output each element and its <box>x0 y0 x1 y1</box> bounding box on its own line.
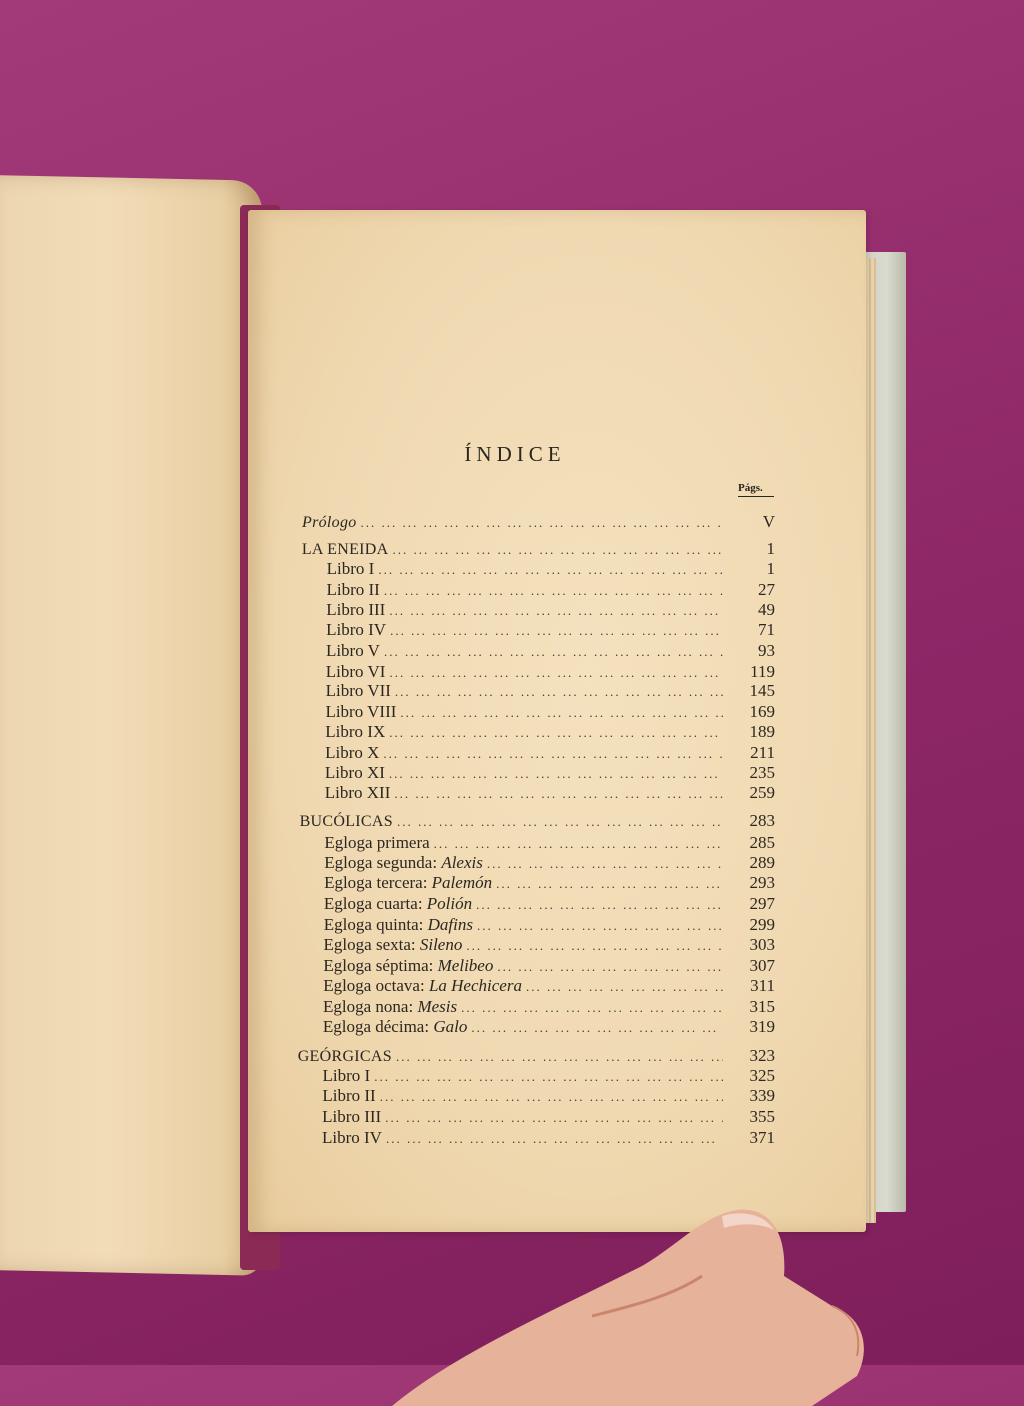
toc-entry-row <box>324 833 775 854</box>
entry-title: Libro V <box>325 641 380 660</box>
entry-subtitle: Melibeo <box>437 956 494 975</box>
toc-entry-row <box>322 1107 775 1128</box>
page-number: 297 <box>749 894 775 913</box>
page-number: 289 <box>749 853 775 872</box>
page-number: 303 <box>749 935 775 954</box>
page-number: 259 <box>749 783 775 802</box>
toc-entry-row <box>326 641 775 662</box>
toc-entry-label <box>326 641 384 661</box>
toc-entry-row <box>326 580 775 601</box>
entry-subtitle: Dafins <box>427 915 473 934</box>
toc-entry-row <box>323 997 775 1018</box>
dot-leader <box>471 1018 723 1038</box>
left-page <box>0 175 262 1275</box>
toc-entry-row <box>323 956 775 977</box>
page-number: 119 <box>750 662 775 681</box>
dot-leader <box>385 1108 723 1128</box>
entry-title: Egloga cuarta: <box>323 894 423 913</box>
entry-subtitle: Polión <box>426 894 473 913</box>
toc-entry-label <box>324 833 433 853</box>
toc-entry-label <box>325 702 400 722</box>
entry-subtitle: Alexis <box>441 853 483 872</box>
entry-title: GEÓRGICAS <box>297 1048 392 1065</box>
toc-entry-label <box>326 620 390 640</box>
toc-section-row <box>302 539 775 560</box>
page-number: 325 <box>749 1066 775 1085</box>
dot-leader <box>393 540 723 560</box>
entry-title: Libro IV <box>326 620 387 639</box>
toc-entry-row <box>323 976 775 997</box>
toc-entry-label <box>327 559 379 579</box>
page-number: 307 <box>749 956 775 975</box>
entry-title: Egloga octava: <box>323 976 425 995</box>
entry-title: Libro II <box>326 580 380 599</box>
dot-leader <box>434 834 723 854</box>
page-number: 319 <box>749 1017 775 1036</box>
page-number: 93 <box>757 641 775 660</box>
toc-entry-label <box>322 1086 379 1106</box>
toc-entry-label <box>323 1066 375 1086</box>
toc-entry-row <box>324 853 775 874</box>
entry-title: Libro I <box>326 559 375 578</box>
dot-leader <box>400 703 723 723</box>
entry-title: Libro III <box>326 600 386 619</box>
dot-leader <box>383 744 723 764</box>
page-number: 315 <box>749 997 775 1016</box>
dot-leader <box>378 560 723 580</box>
dot-leader <box>384 642 723 662</box>
dot-leader <box>476 895 723 915</box>
dot-leader <box>389 663 723 683</box>
entry-title: Egloga décima: <box>322 1017 430 1036</box>
dot-leader <box>384 581 723 601</box>
entry-title: Prólogo <box>302 514 357 531</box>
toc-entry-label <box>324 853 487 873</box>
entry-title: Libro XII <box>324 783 391 802</box>
entry-title: Egloga quinta: <box>323 915 424 934</box>
page-number: 27 <box>757 580 775 599</box>
toc-entry-label <box>302 513 361 533</box>
entry-subtitle: La Hechicera <box>428 976 522 995</box>
toc-entry-label <box>300 812 397 832</box>
entry-title: Egloga sexta: <box>323 935 416 954</box>
entry-subtitle: Sileno <box>419 935 463 954</box>
toc-entry-row <box>324 873 775 894</box>
page-number: 355 <box>749 1107 775 1126</box>
entry-title: Egloga nona: <box>323 997 414 1016</box>
entry-title: Libro VI <box>325 662 386 681</box>
toc-entry-row <box>322 1128 775 1149</box>
hand <box>392 1206 872 1406</box>
page-number: 299 <box>749 915 775 934</box>
toc-entry-row <box>322 1086 775 1107</box>
page-number: 311 <box>750 976 775 995</box>
dot-leader <box>487 854 723 874</box>
dot-leader <box>477 916 723 936</box>
page-number: V <box>762 512 775 531</box>
toc-entry-label <box>323 956 497 976</box>
entry-title: Libro I <box>322 1066 371 1085</box>
toc-entry-label <box>322 1128 386 1148</box>
entry-title: Libro VIII <box>325 702 397 721</box>
toc-entry-label <box>325 743 383 763</box>
toc-entry-label <box>323 1017 471 1037</box>
entry-title: LA ENEIDA <box>301 541 389 558</box>
toc-entry-row <box>326 662 775 683</box>
dot-leader <box>397 812 723 832</box>
entry-title: Libro IV <box>322 1128 382 1147</box>
dot-leader <box>466 936 723 956</box>
toc-section-row <box>300 811 775 832</box>
page-number: 211 <box>750 743 775 762</box>
toc-entry-label <box>302 540 393 560</box>
toc-entry-label <box>323 976 526 996</box>
toc-entry-row <box>325 702 775 723</box>
page-number: 339 <box>749 1086 775 1105</box>
dot-leader <box>497 957 723 977</box>
toc-entry-row <box>327 559 775 580</box>
page-number: 71 <box>757 620 775 639</box>
toc-entry-label <box>326 580 383 600</box>
entry-title: Libro IX <box>325 722 386 741</box>
entry-subtitle: Palemón <box>431 873 493 892</box>
entry-title: Libro X <box>325 743 380 762</box>
dot-leader <box>390 621 723 641</box>
entry-title: BUCÓLICAS <box>299 813 393 830</box>
toc-entry-row <box>326 620 775 641</box>
entry-title: Libro VII <box>325 681 391 700</box>
dot-leader <box>395 682 723 702</box>
entry-subtitle: Galo <box>433 1017 468 1036</box>
page-number: 1 <box>766 539 775 558</box>
toc-entry-label <box>326 662 390 682</box>
page-number: 189 <box>749 722 775 741</box>
toc-entry-label <box>325 763 389 783</box>
toc-entry-row <box>324 935 775 956</box>
entry-title: Libro II <box>322 1086 376 1105</box>
page-number: 169 <box>749 702 775 721</box>
dot-leader <box>389 764 723 784</box>
page-number: 285 <box>749 833 775 852</box>
toc-entry-row <box>325 743 775 764</box>
page-number: 293 <box>749 873 775 892</box>
toc-section-row <box>298 1046 775 1067</box>
toc-entry-row <box>323 1017 775 1038</box>
toc-entry-label <box>324 873 496 893</box>
toc-entry-row <box>323 1066 775 1087</box>
toc-entry-label <box>326 681 395 701</box>
entry-title: Egloga segunda: <box>324 853 438 872</box>
entry-subtitle: Mesis <box>417 997 458 1016</box>
toc-entry-row <box>325 763 775 784</box>
toc-entry-label <box>322 1107 385 1127</box>
entry-title: Egloga séptima: <box>323 956 434 975</box>
page-number: 283 <box>749 811 775 830</box>
toc-entry-label <box>325 722 389 742</box>
dot-leader <box>396 1047 723 1067</box>
dot-leader <box>389 601 723 621</box>
dot-leader <box>361 513 723 533</box>
dot-leader <box>374 1067 723 1087</box>
toc-entry-row <box>325 783 775 804</box>
page-number: 49 <box>757 600 775 619</box>
toc-entry-row <box>326 681 775 702</box>
entry-title: Libro XI <box>324 763 385 782</box>
entry-title: Egloga tercera: <box>324 873 428 892</box>
page-number: 371 <box>749 1128 775 1147</box>
page-title: ÍNDICE <box>464 442 566 466</box>
dot-leader <box>389 723 723 743</box>
page-number: 1 <box>766 559 775 578</box>
page-number: 145 <box>749 681 775 700</box>
pages-column-header: Págs. <box>738 482 774 497</box>
dot-leader <box>380 1087 723 1107</box>
toc-entry-label <box>324 935 467 955</box>
toc-entry-label <box>326 600 389 620</box>
dot-leader <box>526 977 723 997</box>
page-number: 323 <box>749 1046 775 1065</box>
page-number: 235 <box>749 763 775 782</box>
toc-entry-row <box>326 600 775 621</box>
dot-leader <box>496 874 723 894</box>
dot-leader <box>386 1129 723 1149</box>
entry-title: Egloga primera <box>324 833 430 852</box>
toc-entry-label <box>324 915 477 935</box>
toc-section-row <box>302 512 775 533</box>
toc-entry-row <box>325 722 775 743</box>
entry-title: Libro III <box>322 1107 382 1126</box>
toc-entry-label <box>298 1047 396 1067</box>
toc-entry-row <box>324 894 775 915</box>
toc-entry-label <box>323 997 461 1017</box>
dot-leader <box>461 998 723 1018</box>
toc-entry-label <box>324 894 476 914</box>
dot-leader <box>394 784 723 804</box>
toc-entry-row <box>324 915 775 936</box>
toc-entry-label <box>325 783 395 803</box>
